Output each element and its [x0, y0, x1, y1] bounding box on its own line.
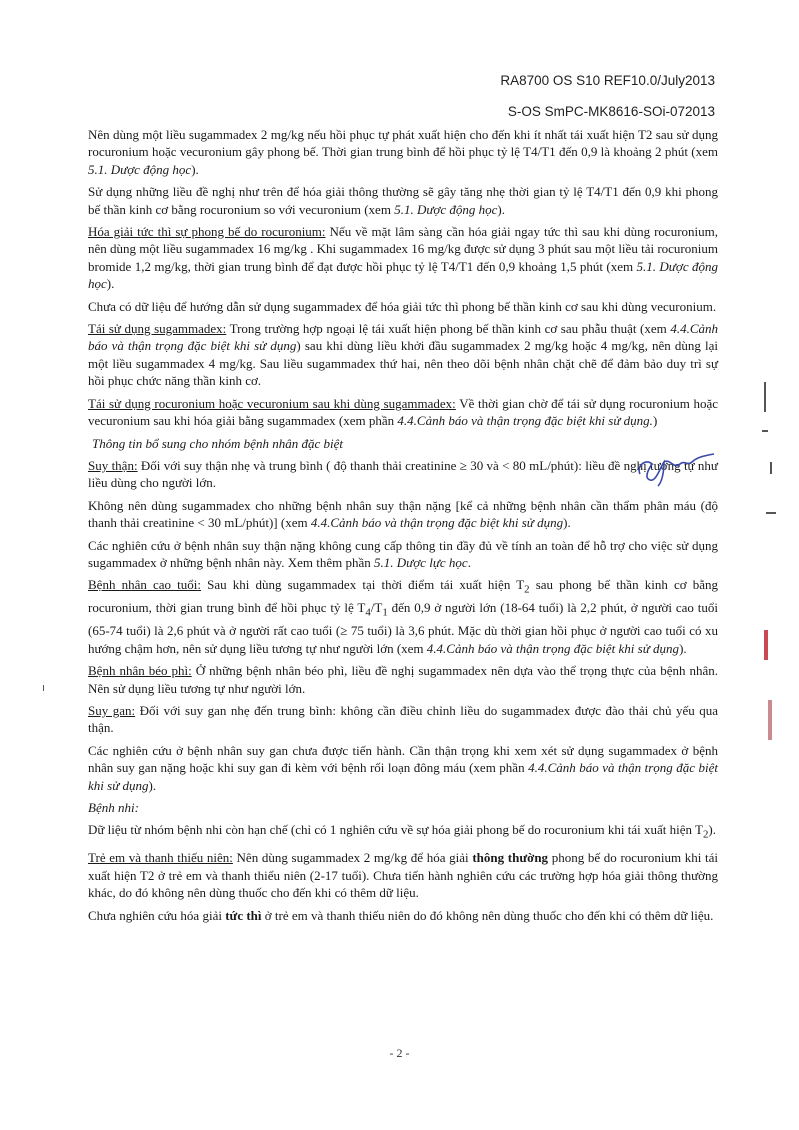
page-number: - 2 -	[389, 1046, 410, 1060]
paragraph-readministration-rocuronium: Tái sử dụng rocuronium hoặc vecuronium sau khi dùng sugammadex: Về thời gian chờ để tái sử dụng rocuronium hoặc vecuronium sau khi hóa giải bằng sugammadex (xem phần 4.4.Cảnh báo và thận trọng đặc biệt khi sử dụng.)	[88, 395, 719, 429]
handwritten-initials	[634, 448, 724, 488]
paragraph-elderly: Bệnh nhân cao tuổi: Sau khi dùng sugammadex tại thời điểm tái xuất hiện $T_2$ sau phong bế thần kinh cơ bằng rocuronium, thời gian trung bình để hồi phục tỷ lệ $T_4/T_1$ đến 0,9 ở người lớn (18-64 tuổi) là 2,2 phút, ở người cao tuổi (65-74 tuổi) là 2,6 phút và ở người rất cao tuổi (≥ 75 tuổi) là 3,6 phút. Mặc dù thời gian hồi phục ở người cao tuổi có xu hướng chậm hơn, nên sử dụng liều tương tự như người lớn (xem 4.4.Cảnh báo và thận trọng đặc biệt khi sử dụng).	[88, 577, 718, 656]
scan-artifact-mark	[768, 700, 772, 740]
paragraph-readministration-sugammadex: Tái sử dụng sugammadex: Trong trường hợp ngoại lệ tái xuất hiện phong bế thần kinh cơ sau phẫu thuật (xem 4.4.Cảnh báo và thận trọng đặc biệt khi sử dụng) sau khi dùng liều khởi đầu sugammadex 2 mg/kg hoặc 4 mg/kg, nên dùng lại một liều sugammadex 4 mg/kg. Sau liều sugammadex thứ hai, nên theo dõi bệnh nhân chặt chẽ để đảm bảo duy trì sự hồi phục chức năng thần kinh cơ.	[88, 321, 718, 389]
heading-children-adolescents: Trẻ em và thanh thiếu niên:	[88, 850, 233, 866]
heading-immediate-reversal: Hóa giải tức thì sự phong bế do rocuronium:	[88, 224, 326, 240]
heading-readministration-sugammadex: Tái sử dụng sugammadex:	[88, 321, 227, 337]
heading-renal-impairment: Suy thận:	[88, 457, 138, 473]
paragraph-obese: Bệnh nhân béo phì: Ở những bệnh nhân béo phì, liều đề nghị sugammadex nên dựa vào thể trọng thực của bệnh nhân. Nên sử dụng liều tương tự như người lớn.	[88, 663, 718, 696]
paragraph-hepatic-impairment: Suy gan: Đối với suy gan nhẹ đến trung bình: không cần điều chỉnh liều do sugammadex được đào thải chủ yếu qua thận.	[88, 702, 718, 736]
paragraph-severe-renal: Không nên dùng sugammadex cho những bệnh nhân suy thận nặng [kể cả những bệnh nhân cần thẩm phân máu (độ thanh thải creatinine < 30 mL/phút)] (xem 4.4.Cảnh báo và thận trọng đặc biệt khi sử dụng).	[88, 497, 718, 531]
paragraph-recommended-doses: Sử dụng những liều đề nghị như trên để hóa giải thông thường sẽ gây tăng nhẹ thời gian tỷ lệ T4/T1 đến 0,9 khi phong bế thần kinh cơ bằng rocuronium so với vecuronium (xem 5.1. Dược động học).	[88, 184, 718, 217]
paragraph-vecuronium-no-data: Chưa có dữ liệu để hướng dẫn sử dụng sugammadex để hóa giải tức thì phong bế thần kinh cơ sau khi dùng vecuronium.	[88, 298, 717, 314]
paragraph-paediatric-data: Dữ liệu từ nhóm bệnh nhi còn hạn chế (chỉ có 1 nghiên cứu về sự hóa giải phong bế do rocuronium khi tái xuất hiện $T_2$).	[88, 822, 716, 841]
heading-elderly: Bệnh nhân cao tuổi:	[88, 577, 201, 593]
paragraph-immediate-reversal-children: Chưa nghiên cứu hóa giải tức thì ở trẻ em và thanh thiếu niên do đó không nên dùng thuốc cho đến khi có thêm dữ liệu.	[88, 907, 714, 923]
scan-artifact-mark	[764, 630, 768, 660]
section-special-populations: Thông tin bổ sung cho nhóm bệnh nhân đặc biệt	[92, 435, 343, 451]
scan-artifact-mark	[766, 512, 776, 514]
paragraph-immediate-reversal: Hóa giải tức thì sự phong bế do rocuronium: Nếu về mặt lâm sàng cần hóa giải ngay tức thì sau khi dùng rocuronium, nên dùng một liều sugammadex 16 mg/kg . Khi sugammadex 16 mg/kg được sử dụng 3 phút sau một liều tải rocuronium bromide 1,2 mg/kg, thời gian trung bình để đạt được hồi phục tỷ lệ T4/T1 đến 0,9 khoảng 1,5 phút (xem 5.1. Dược động học).	[88, 224, 719, 292]
scan-artifact-mark	[770, 462, 772, 474]
document-body	[88, 126, 718, 929]
heading-readministration-rocuronium: Tái sử dụng rocuronium hoặc vecuronium sau khi dùng sugammadex:	[88, 395, 456, 411]
scan-artifact-mark	[764, 382, 766, 412]
heading-hepatic-impairment: Suy gan:	[88, 702, 136, 718]
paragraph-renal-impairment: Suy thận: Đối với suy thận nhẹ và trung bình ( độ thanh thải creatinine ≥ 30 và < 80 mL/phút): liều đề nghị tương tự như liều dùng cho người lớn.	[88, 457, 718, 491]
section-paediatric: Bệnh nhi:	[88, 800, 139, 815]
heading-obese: Bệnh nhân béo phì:	[88, 663, 192, 679]
document-reference-line-1: RA8700 OS S10 REF10.0/July2013	[500, 73, 715, 88]
paragraph-renal-studies: Các nghiên cứu ở bệnh nhân suy thận nặng không cung cấp thông tin đầy đủ về tính an toàn để hỗ trợ cho việc sử dụng sugammadex ở những bệnh nhân này. Xem thêm phần 5.1. Dược lực học.	[88, 537, 718, 570]
paragraph-standard-dose: Nên dùng một liều sugammadex 2 mg/kg nếu hồi phục tự phát xuất hiện cho đến khi ít nhất tái xuất hiện T2 sau sử dụng rocuronium hoặc vecuronium gây phong bế. Thời gian trung bình để hồi phục tỷ lệ T4/T1 đến 0,9 là khoảng 2 phút (xem 5.1. Dược động học).	[88, 127, 718, 177]
paragraph-hepatic-studies: Các nghiên cứu ở bệnh nhân suy gan chưa được tiến hành. Cần thận trọng khi xem xét sử dụng sugammadex ở bệnh nhân suy gan nặng hoặc khi suy gan đi kèm với bệnh rối loạn đông máu (xem phần 4.4.Cảnh báo và thận trọng đặc biệt khi sử dụng).	[88, 742, 718, 793]
paragraph-children-adolescents: Trẻ em và thanh thiếu niên: Nên dùng sugammadex 2 mg/kg để hóa giải thông thường phong bế do rocuronium khi tái xuất hiện T2 ở trẻ em và thanh thiếu niên (2-17 tuổi). Chưa tiến hành nghiên cứu các trường hợp hóa giải thông thường khác, do đó không nên dùng thuốc cho đến khi có thêm dữ liệu.	[88, 850, 719, 901]
scan-artifact-mark	[762, 430, 768, 432]
scan-artifact-mark	[43, 685, 44, 691]
document-reference-line-2: S-OS SmPC-MK8616-SOi-072013	[507, 104, 715, 119]
